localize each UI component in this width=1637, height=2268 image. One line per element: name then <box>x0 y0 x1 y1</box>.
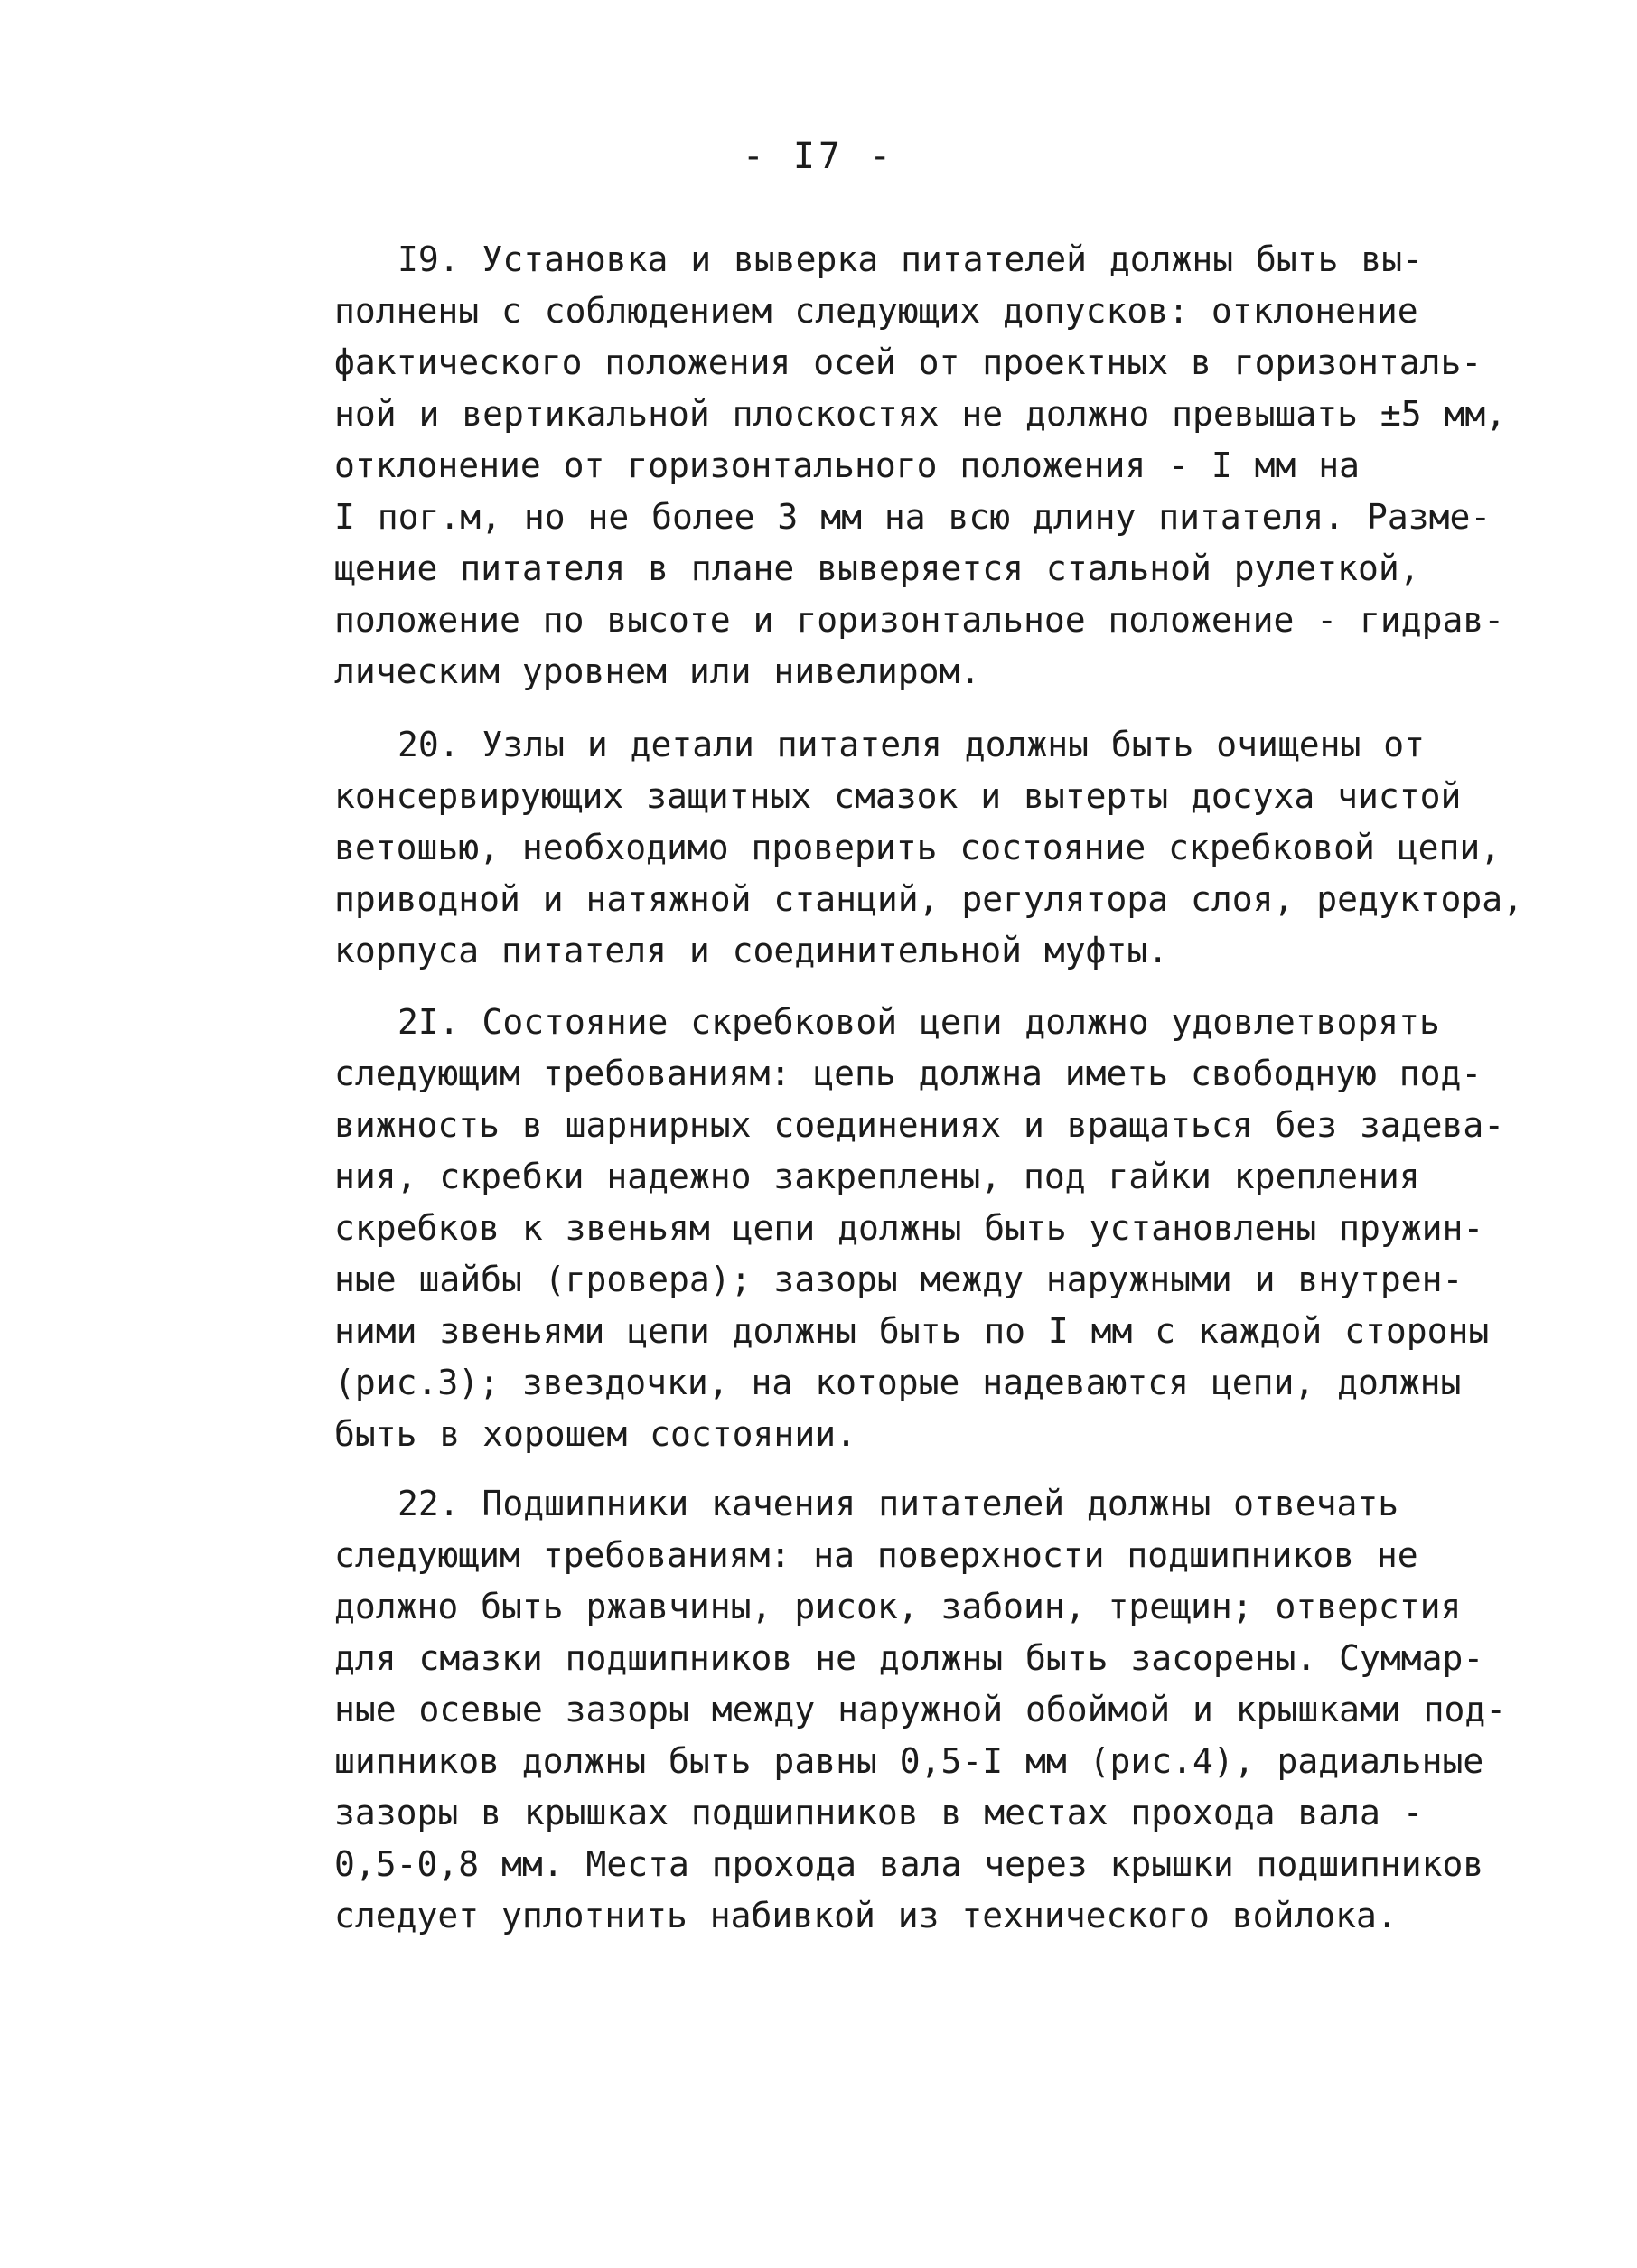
paragraph-20-line: консервирующих защитных смазок и вытерты досуха чистой <box>334 776 1462 816</box>
paragraph-20-line: ветошью, необходимо проверить состояние скребковой цепи, <box>334 828 1501 867</box>
paragraph-19-line: фактического положения осей от проектных в горизонталь- <box>334 342 1483 382</box>
paragraph-19-line: ной и вертикальной плоскостях не должно превышать ±5 мм, <box>334 394 1507 434</box>
paragraph-22-line: 0,5-0,8 мм. Места прохода вала через крышки подшипников <box>334 1844 1484 1884</box>
paragraph-20-line: 20. Узлы и детали питателя должны быть очищены от <box>398 725 1426 764</box>
paragraph-22-line: шипников должны быть равны 0,5-I мм (рис.4), радиальные <box>334 1741 1484 1781</box>
paragraph-20-line: приводной и натяжной станций, регулятора слоя, редуктора, <box>334 879 1524 919</box>
paragraph-21-line: 2I. Состояние скребковой цепи должно удовлетворять <box>398 1002 1440 1042</box>
paragraph-19-line: положение по высоте и горизонтальное положение - гидрав- <box>334 600 1505 640</box>
paragraph-21-line: быть в хорошем состоянии. <box>334 1414 856 1454</box>
paragraph-21-line: ними звеньями цепи должны быть по I мм с каждой стороны <box>334 1311 1490 1351</box>
page-number: - I7 - <box>742 136 895 177</box>
paragraph-21-line: ные шайбы (гровера); зазоры между наружными и внутрен- <box>334 1260 1464 1299</box>
paragraph-19-line: полнены с соблюдением следующих допусков: отклонение <box>334 291 1418 331</box>
paragraph-22-line: следующим требованиям: на поверхности подшипников не <box>334 1535 1418 1575</box>
paragraph-19-line: I пог.м, но не более 3 мм на всю длину питателя. Разме- <box>334 497 1492 537</box>
paragraph-21-line: вижность в шарнирных соединениях и вращаться без задева- <box>334 1105 1505 1145</box>
paragraph-22-line: ные осевые зазоры между наружной обоймой и крышками под- <box>334 1690 1507 1729</box>
paragraph-19-line: щение питателя в плане выверяется стальной рулеткой, <box>334 548 1420 588</box>
paragraph-20-line: корпуса питателя и соединительной муфты. <box>334 931 1169 970</box>
paragraph-19-line: лическим уровнем или нивелиром. <box>334 651 981 691</box>
paragraph-21-line: скребков к звеньям цепи должны быть установлены пружин- <box>334 1208 1484 1248</box>
paragraph-22-line: следует уплотнить набивкой из технического войлока. <box>334 1896 1398 1935</box>
paragraph-21-line: ния, скребки надежно закреплены, под гайки крепления <box>334 1157 1420 1196</box>
paragraph-22-line: должно быть ржавчины, рисок, забоин, трещин; отверстия <box>334 1587 1462 1626</box>
paragraph-21-line: следующим требованиям: цепь должна иметь свободную под- <box>334 1054 1483 1093</box>
paragraph-22-line: 22. Подшипники качения питателей должны отвечать <box>398 1484 1399 1523</box>
paragraph-19-line: отклонение от горизонтального положения - I мм на <box>334 445 1361 485</box>
paragraph-21-line: (рис.3); звездочки, на которые надеваются цепи, должны <box>334 1363 1462 1402</box>
paragraph-22-line: для смазки подшипников не должны быть засорены. Суммар- <box>334 1638 1484 1678</box>
paragraph-19-line: I9. Установка и выверка питателей должны быть вы- <box>398 239 1424 279</box>
paragraph-22-line: зазоры в крышках подшипников в местах прохода вала - <box>334 1793 1424 1832</box>
